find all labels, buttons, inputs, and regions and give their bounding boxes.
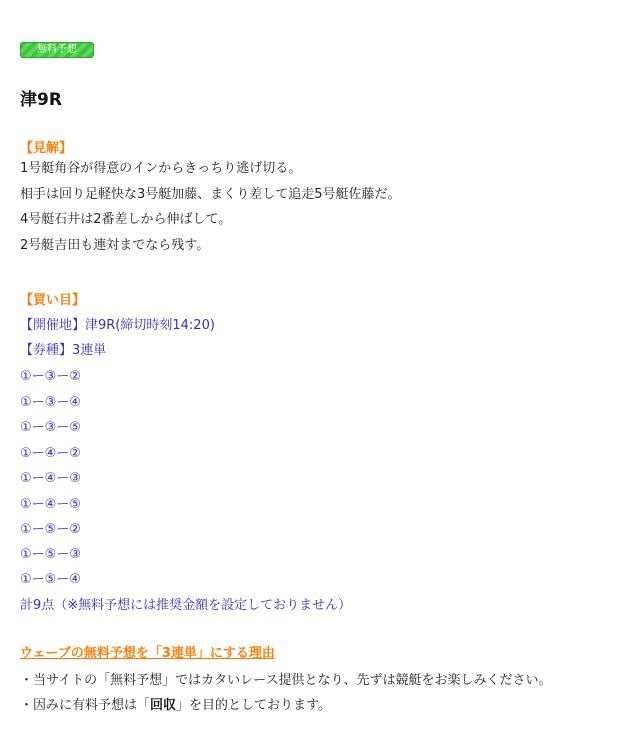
combo-2: ①ー③ー④ — [20, 395, 81, 410]
view-line-4: 2号艇吉田も連対までなら残す。 — [20, 238, 210, 253]
view-heading: 【見解】 — [20, 141, 73, 156]
combo-9: ①ー⑤ー④ — [20, 572, 81, 587]
combo-3: ①ー③ー⑤ — [20, 420, 81, 435]
view-line-2: 相手は回り足軽快な3号艇加藤、まくり差して追走5号艇佐藤だ。 — [20, 187, 401, 202]
race-title: 津9R — [20, 90, 62, 110]
view-line-3: 4号艇石井は2番差しから伸ばして。 — [20, 212, 232, 227]
combo-8: ①ー⑤ー③ — [20, 547, 81, 562]
combo-5: ①ー④ー③ — [20, 471, 81, 486]
combo-1: ①ー③ー② — [20, 369, 81, 384]
reason-note-2-post: 」を目的としております。 — [176, 698, 331, 713]
reason-note-2 — [20, 694, 331, 713]
free-prediction-badge: 無料予想 — [20, 42, 94, 58]
reason-note-2-bold: 回収 — [150, 698, 177, 713]
reason-note-2-pre: ・因みに有料予想は「 — [20, 698, 151, 713]
combo-7: ①ー⑤ー② — [20, 522, 81, 537]
combo-6: ①ー④ー⑤ — [20, 497, 81, 512]
view-line-1: 1号艇角谷が得意のインからきっちり逃げ切る。 — [20, 161, 302, 176]
buy-heading: 【買い目】 — [20, 293, 86, 308]
total-line: 計9点（※無料予想には推奨金額を設定しておりません） — [20, 598, 352, 613]
combo-4: ①ー④ー② — [20, 446, 81, 461]
venue-line: 【開催地】津9R(締切時刻14:20) — [20, 318, 215, 333]
reason-heading: ウェーブの無料予想を「3連単」にする理由 — [20, 646, 275, 661]
reason-note-1: ・当サイトの「無料予想」ではカタいレース提供となり、先ずは競艇をお楽しみください。 — [20, 673, 552, 688]
ticket-type-line: 【券種】3連単 — [20, 343, 107, 358]
